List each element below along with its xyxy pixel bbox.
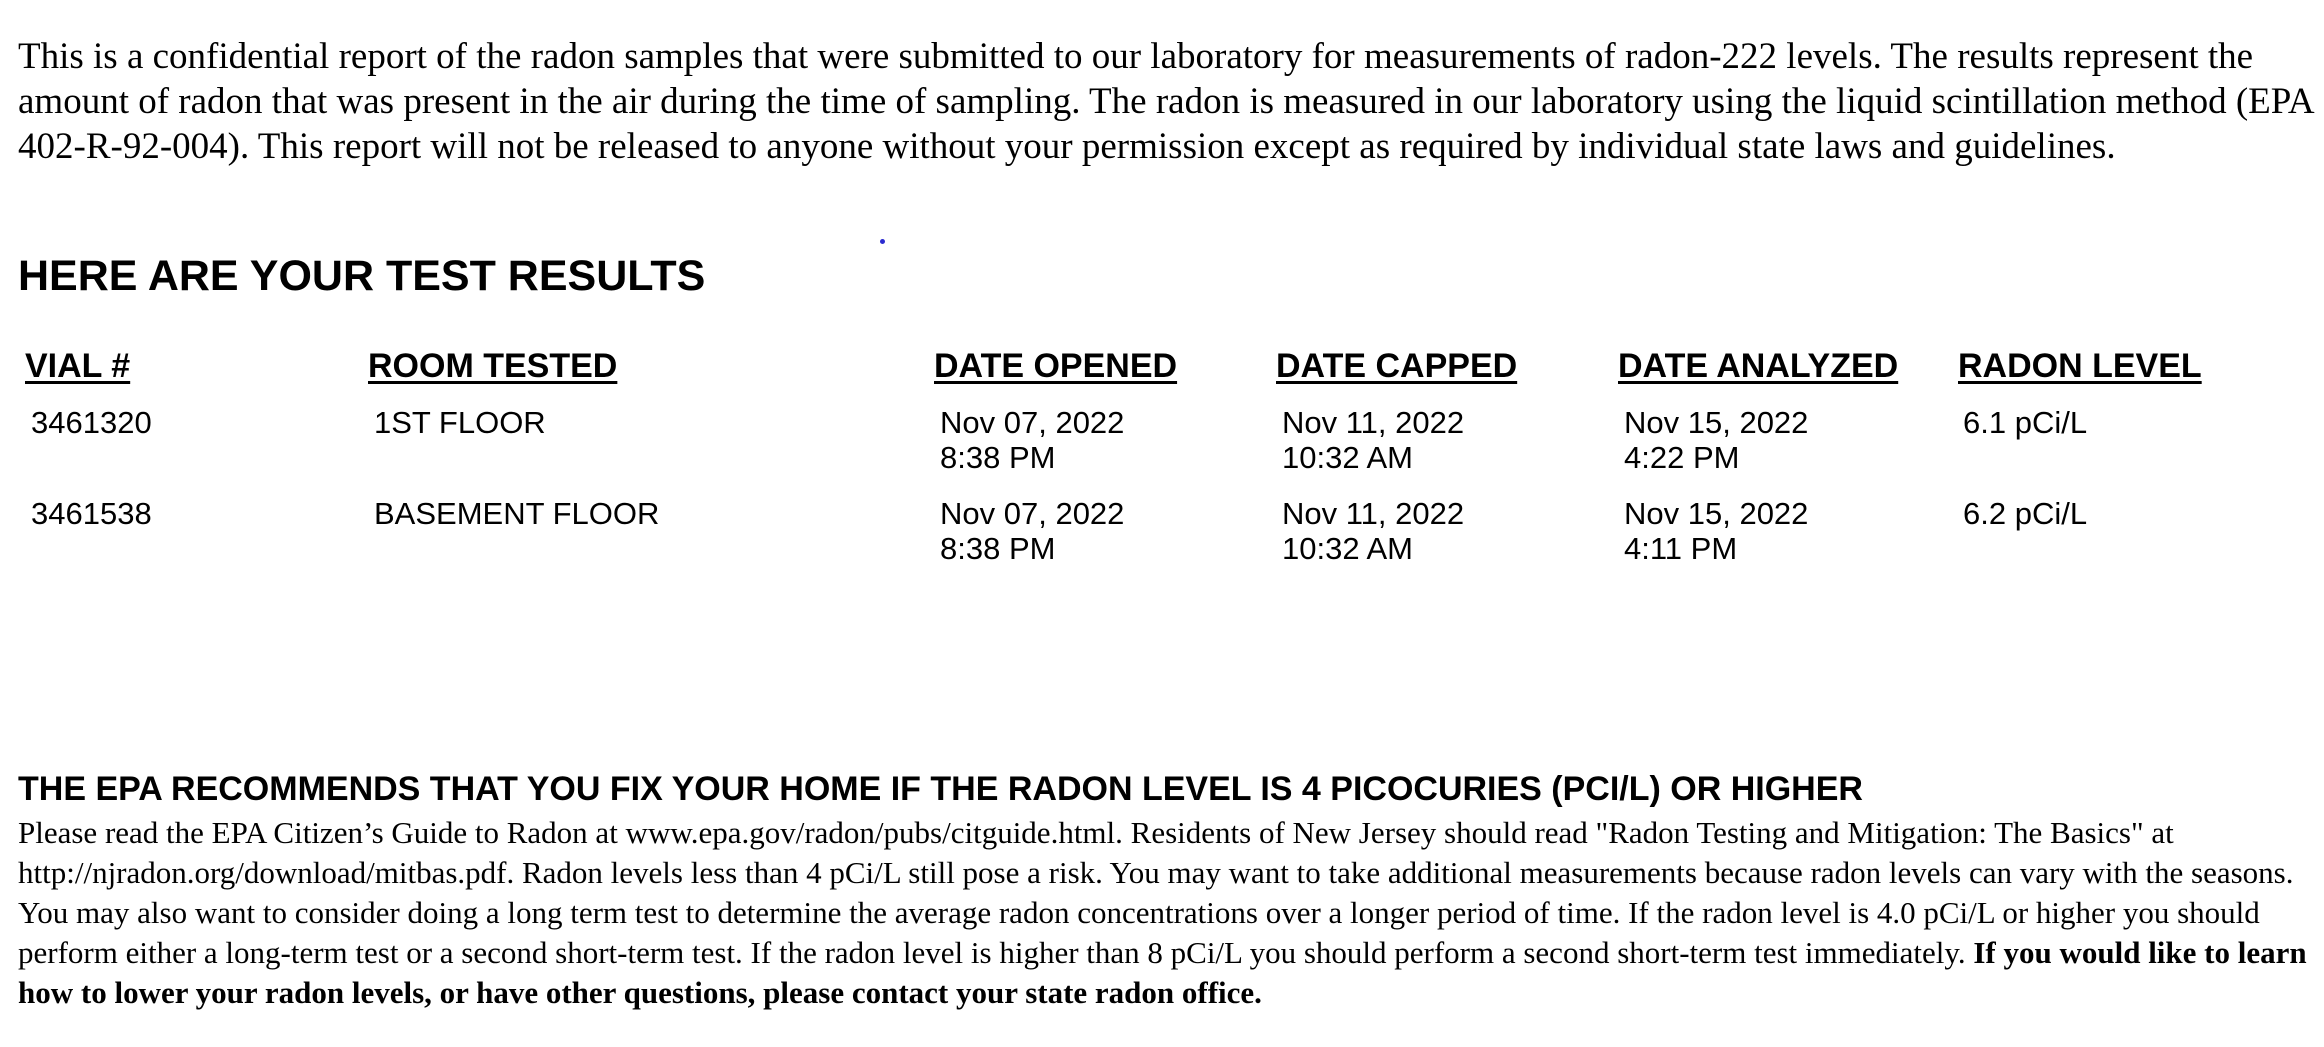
stray-dot bbox=[880, 239, 885, 244]
date-opened bbox=[940, 496, 1124, 566]
column-header-date-opened: DATE OPENED bbox=[934, 347, 1178, 385]
radon-level: 6.2 pCi/L bbox=[1963, 496, 2088, 531]
epa-guidance-text: Please read the EPA Citizen’s Guide to Radon at www.epa.gov/radon/pubs/citguide.html. Residents of New Jersey should read "Radon Testing and Mitigation: The Basics" at http://njradon.org/download/mitbas.pdf. Radon levels less than 4 pCi/L still pose a risk. You may want to take additional measurements because radon levels can vary with the seasons. You may also want to consider doing a long term test to determine the average radon concentrations over a longer period of time. If the radon level is 4.0 pCi/L or higher you should perform either a long-term test or a second short-term test. If the radon level is higher than 8 pCi/L you should perform a second short-term test immediately. bbox=[18, 815, 2294, 970]
column-header-date-analyzed: DATE ANALYZED bbox=[1618, 347, 1899, 385]
date-capped-date: Nov 11, 2022 bbox=[1282, 496, 1465, 531]
epa-guidance-bold-text: If you would like to learn how to lower your radon levels, or have other questions, please contact your state radon office. bbox=[18, 935, 2307, 1010]
date-analyzed-date: Nov 15, 2022 bbox=[1624, 496, 1809, 531]
date-analyzed-date: Nov 15, 2022 bbox=[1624, 405, 1809, 440]
date-capped bbox=[1282, 405, 1464, 475]
date-analyzed-time: 4:11 PM bbox=[1624, 531, 1738, 566]
room-tested: 1ST FLOOR bbox=[374, 405, 546, 440]
column-header-room: ROOM TESTED bbox=[368, 347, 618, 385]
date-capped bbox=[1282, 496, 1464, 566]
date-capped-time: 10:32 AM bbox=[1282, 531, 1413, 566]
results-heading: HERE ARE YOUR TEST RESULTS bbox=[18, 252, 706, 300]
column-header-radon-level: RADON LEVEL bbox=[1958, 347, 2202, 385]
date-opened-date: Nov 07, 2022 bbox=[940, 496, 1125, 531]
column-header-date-capped: DATE CAPPED bbox=[1276, 347, 1518, 385]
intro-paragraph: This is a confidential report of the radon samples that were submitted to our laboratory for measurements of radon-222 levels. The results represent the amount of radon that was present in the air during the time of sampling. The radon is measured in our laboratory using the liquid scintillation method (EPA 402-R-92-004). This report will not be released to anyone without your permission except as required by individual state laws and guidelines. bbox=[18, 36, 2313, 167]
radon-level: 6.1 pCi/L bbox=[1963, 405, 2088, 440]
epa-recommendation-heading: THE EPA RECOMMENDS THAT YOU FIX YOUR HOME IF THE RADON LEVEL IS 4 PICOCURIES (PCI/L) OR HIGHER bbox=[18, 770, 1863, 808]
epa-guidance-paragraph bbox=[18, 813, 2318, 1013]
vial-number: 3461320 bbox=[31, 405, 152, 440]
room-tested: BASEMENT FLOOR bbox=[374, 496, 660, 531]
vial-number: 3461538 bbox=[31, 496, 152, 531]
date-opened bbox=[940, 405, 1124, 475]
date-analyzed-time: 4:22 PM bbox=[1624, 440, 1740, 475]
date-opened-time: 8:38 PM bbox=[940, 440, 1056, 475]
date-analyzed bbox=[1624, 405, 1808, 475]
date-opened-time: 8:38 PM bbox=[940, 531, 1056, 566]
date-capped-time: 10:32 AM bbox=[1282, 440, 1413, 475]
date-analyzed bbox=[1624, 496, 1808, 566]
date-capped-date: Nov 11, 2022 bbox=[1282, 405, 1465, 440]
column-header-vial: VIAL # bbox=[25, 347, 131, 385]
date-opened-date: Nov 07, 2022 bbox=[940, 405, 1125, 440]
